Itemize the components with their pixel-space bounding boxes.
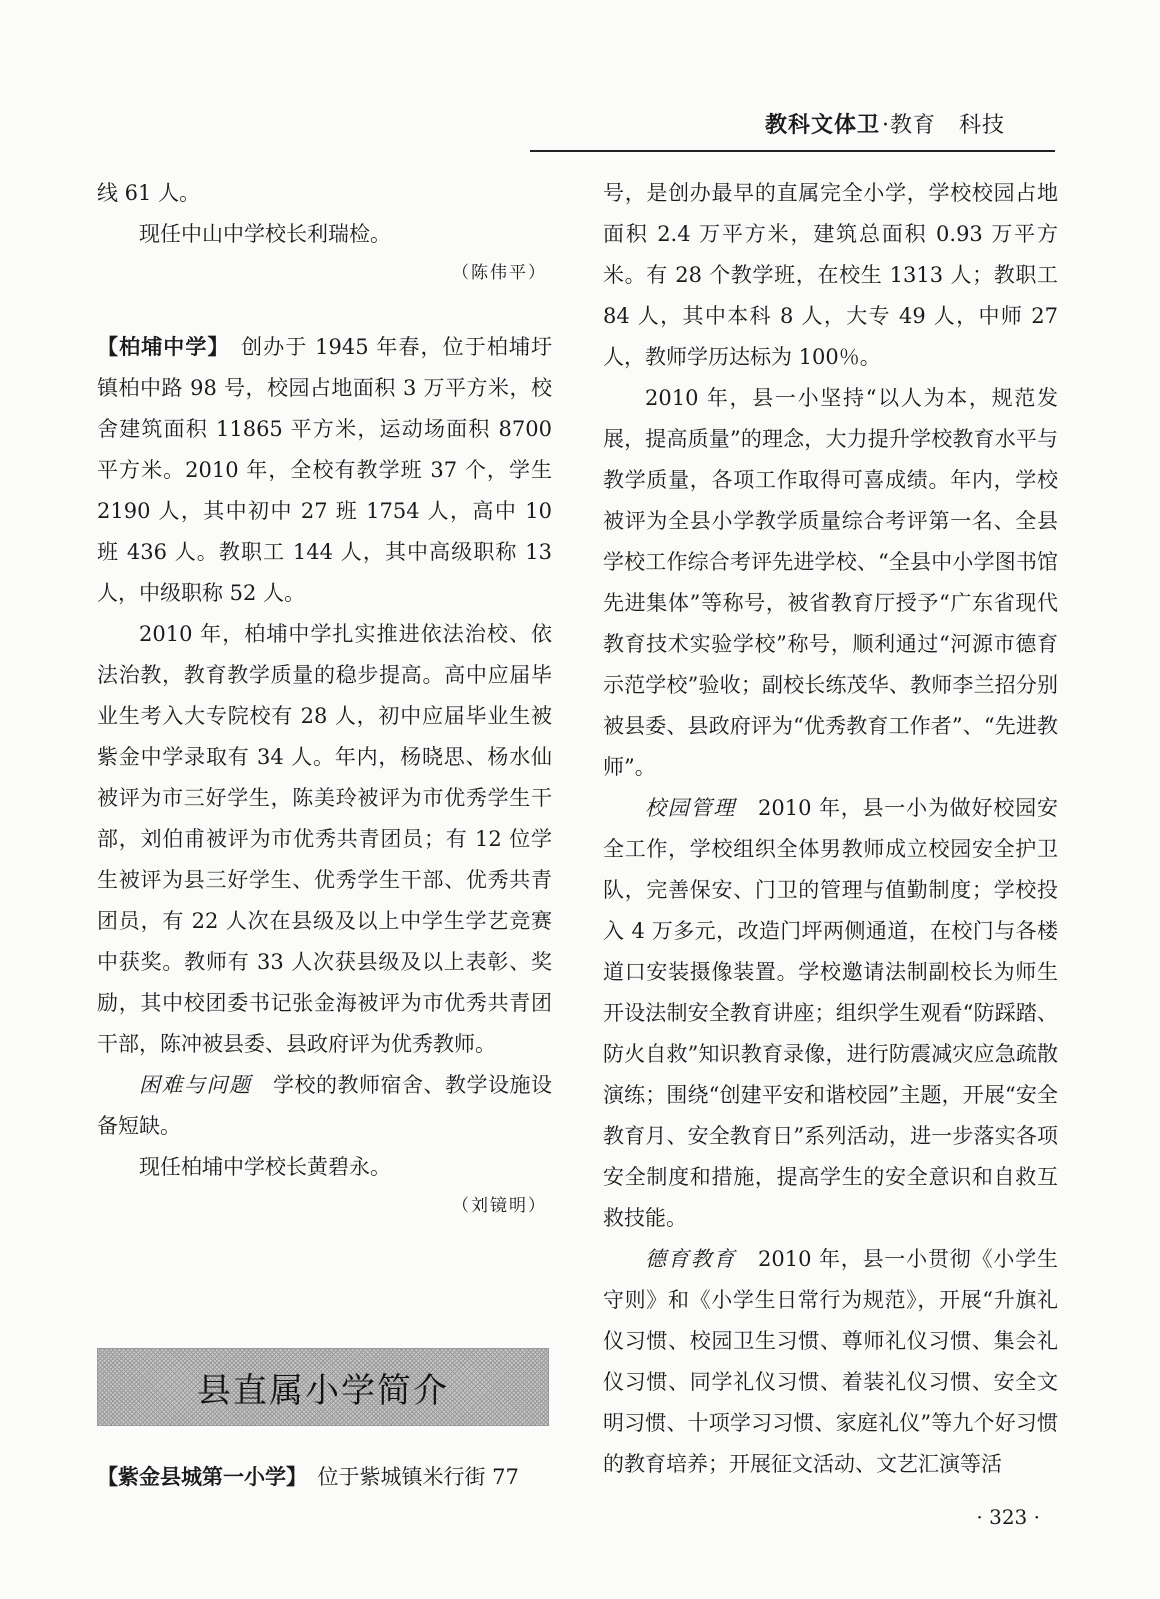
school-entry-baipu bbox=[97, 327, 552, 614]
school-title-first-primary: 【紫金县城第一小学】 bbox=[97, 1465, 297, 1489]
right-paragraph-1: 号，是创办最早的直属完全小学，学校校园占地面积 2.4 万平方米，建筑总面积 0.93 万平方米。有 28 个教学班，在校生 1313 人；教职工 84 人，其中本科 8 人，大专 49 人，中师 27 人，教师学历达标为 100％。 bbox=[603, 181, 1058, 369]
left-paragraph-2: 现任中山中学校长利瑞检。 bbox=[139, 222, 391, 246]
school-title-baipu: 【柏埔中学】 bbox=[97, 335, 220, 359]
right-paragraph-2: 2010 年，县一小坚持“以人为本，规范发展，提高质量”的理念，大力提升学校教育水平与教学质量，各项工作取得可喜成绩。年内，学校被评为全县小学教学质量综合考评第一名、全县学校工作综合考评先进学校、“全县中小学图书馆先进集体”等称号，被省教育厅授予“广东省现代教育技术实验学校”称号，顺利通过“河源市德育示范学校”验收；副校长练茂华、教师李兰招分别被县委、县政府评为“优秀教育工作者”、“先进教师”。 bbox=[603, 386, 1058, 779]
left-paragraph-6: 现任柏埔中学校长黄碧永。 bbox=[139, 1155, 391, 1179]
section-banner bbox=[97, 1348, 549, 1426]
problems-text: 学校的教师宿舍、教学设施设备短缺。 bbox=[97, 1073, 552, 1138]
header-title: 教科文体卫 bbox=[764, 112, 880, 138]
author-credit-2: （刘镜明） bbox=[452, 1196, 547, 1216]
right-paragraph-3 bbox=[603, 788, 1058, 1239]
left-paragraph-1: 线 61 人。 bbox=[97, 181, 201, 205]
spacer bbox=[97, 291, 552, 327]
author-credit-1: （陈伟平） bbox=[452, 263, 547, 283]
left-paragraph-4: 2010 年，柏埔中学扎实推进依法治校、依法治教，教育教学质量的稳步提高。高中应届毕业生考入大专院校有 28 人，初中应届毕业生被紫金中学录取有 34 人。年内，杨晓思、杨水仙被评为市三好学生，陈美玲被评为市优秀学生干部，刘伯甫被评为市优秀共青团员；有 12 位学生被评为县三好学生、优秀学生干部、优秀共青团员，有 22 人次在县级及以上中学生学艺竞赛中获奖。教师有 33 人次获县级及以上表彰、奖励，其中校团委书记张金海被评为市优秀共青团干部，陈冲被县委、县政府评为优秀教师。 bbox=[97, 622, 552, 1056]
subheading-campus-management: 校园管理 bbox=[645, 796, 737, 820]
left-paragraph-5 bbox=[97, 1065, 552, 1147]
campus-management-text: 2010 年，县一小为做好校园安全工作，学校组织全体男教师成立校园安全护卫队，完善保安、门卫的管理与值勤制度；学校投入 4 万多元，改造门坪两侧通道，在校门与各楼道口安装摄像装置。学校邀请法制副校长为师生开设法制安全教育讲座；组织学生观看“防踩踏、防火自救”知识教育录像，进行防震减灾应急疏散演练；围绕“创建平安和谐校园”主题，开展“安全教育月、安全教育日”系列活动，进一步落实各项安全制度和措施，提高学生的安全意识和自救互救技能。 bbox=[603, 796, 1059, 1230]
school-intro-first-primary: 位于紫城镇米行街 77 bbox=[317, 1465, 519, 1489]
subheading-problems: 困难与问题 bbox=[139, 1073, 252, 1097]
subheading-moral-education: 德育教育 bbox=[645, 1247, 737, 1271]
moral-education-text: 2010 年，县一小贯彻《小学生守则》和《小学生日常行为规范》，开展“升旗礼仪习惯、校园卫生习惯、尊师礼仪习惯、集会礼仪习惯、同学礼仪习惯、着装礼仪习惯、安全文明习惯、十项学习习惯、家庭礼仪”等九个好习惯的教育培养；开展征文活动、文艺汇演等活 bbox=[603, 1247, 1059, 1476]
school-entry-first-primary bbox=[97, 1457, 552, 1498]
right-column bbox=[603, 173, 1058, 1485]
header-rule bbox=[530, 150, 1055, 152]
left-column bbox=[97, 173, 552, 1224]
page-number: · 323 · bbox=[976, 1505, 1040, 1529]
section-banner-title: 县直属小学简介 bbox=[197, 1370, 449, 1411]
school-intro-baipu: 创办于 1945 年春，位于柏埔圩镇柏中路 98 号，校园占地面积 3 万平方米，校舍建筑面积 11865 平方米，运动场面积 8700 平方米。2010 年，全校有教学班 37 个，学生 2190 人，其中初中 27 班 1754 人，高中 10 班 436 人。教职工 144 人，其中高级职称 13 人，中级职称 52 人。 bbox=[97, 335, 553, 605]
running-header bbox=[765, 108, 1005, 139]
right-paragraph-4 bbox=[603, 1239, 1058, 1485]
header-subtitle: ·教育 科技 bbox=[882, 113, 1005, 138]
